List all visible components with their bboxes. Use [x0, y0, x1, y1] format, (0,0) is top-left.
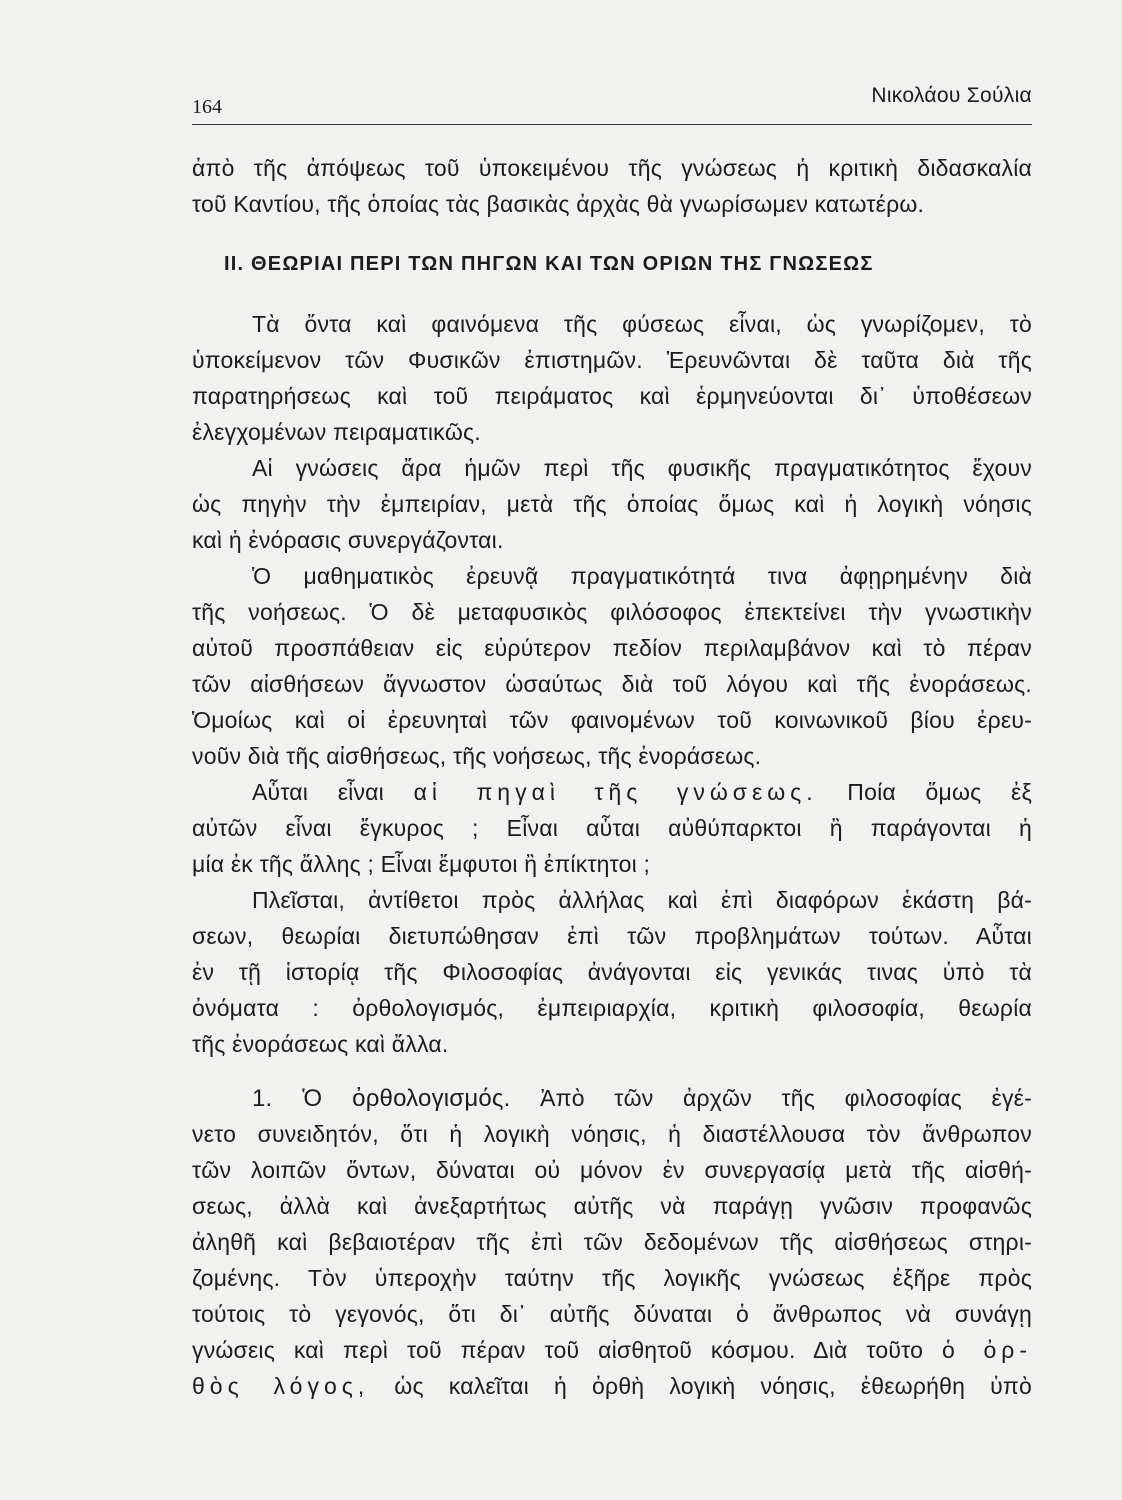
text-line: ἀπὸ τῆς ἀπόψεως τοῦ ὑποκειμένου τῆς γνώσεως ἡ κριτικὴ διδασκαλία — [192, 155, 1032, 181]
text-line: μία ἐκ τῆς ἄλλης ; Εἶναι ἔμφυτοι ἢ ἐπίκτητοι ; — [192, 851, 651, 877]
text-line: τῶν λοιπῶν ὄντων, δύναται οὐ μόνον ἐν συνεργασίᾳ μετὰ τῆς αἰσθή- — [192, 1157, 1032, 1183]
emphasized-text: θὸς λόγος, — [192, 1373, 370, 1399]
text-line: ἀληθῆ καὶ βεβαιοτέραν τῆς ἐπὶ τῶν δεδομένων τῆς αἰσθήσεως στηρι- — [192, 1229, 1032, 1255]
subsection-heading: 1. Ὁ ὀρθολογισμός. — [252, 1085, 511, 1112]
text-line: τῆς νοήσεως. Ὁ δὲ μεταφυσικὸς φιλόσοφος ἐπεκτείνει τὴν γνωστικὴν — [192, 599, 1032, 625]
text-line: τοῦ Καντίου, τῆς ὁποίας τὰς βασικὰς ἀρχὰς θὰ γνωρίσωμεν κατωτέρω. — [192, 191, 925, 217]
emphasized-text: αἱ πηγαὶ τῆς γνώσεως. — [413, 779, 818, 805]
text-line: τῶν αἰσθήσεων ἄγνωστον ὡσαύτως διὰ τοῦ λόγου καὶ τῆς ἐνοράσεως. — [192, 671, 1032, 697]
text-line: καὶ ἡ ἐνόρασις συνεργάζονται. — [192, 527, 504, 553]
text-line: ἐν τῇ ἱστορίᾳ τῆς Φιλοσοφίας ἀνάγονται εἰς γενικάς τινας ὑπὸ τὰ — [192, 959, 1032, 985]
text-line: σεων, θεωρίαι διετυπώθησαν ἐπὶ τῶν προβλημάτων τούτων. Αὗται — [192, 923, 1032, 949]
text-fragment: Ποία ὅμως ἐξ — [847, 779, 1032, 805]
text-line: ὡς πηγὴν τὴν ἐμπειρίαν, μετὰ τῆς ὁποίας ὅμως καὶ ἡ λογικὴ νόησις — [192, 491, 1032, 517]
text-line: Πλεῖσται, ἀντίθετοι πρὸς ἀλλήλας καὶ ἐπὶ διαφόρων ἑκάστη βά- — [252, 887, 1032, 913]
text-line: Ὁμοίως καὶ οἱ ἐρευνηταὶ τῶν φαινομένων τοῦ κοινωνικοῦ βίου ἐρευ- — [192, 707, 1032, 733]
text-line: σεως, ἀλλὰ καὶ ἀνεξαρτήτως αὐτῆς νὰ παράγῃ γνῶσιν προφανῶς — [192, 1193, 1032, 1219]
section-heading: ΙΙ. ΘΕΩΡΙΑΙ ΠΕΡΙ ΤΩΝ ΠΗΓΩΝ ΚΑΙ ΤΩΝ ΟΡΙΩΝ ΤΗΣ ΓΝΩΣΕΩΣ — [224, 253, 874, 275]
text-line: τούτοις τὸ γεγονός, ὅτι δι᾽ αὐτῆς δύναται ὁ ἄνθρωπος νὰ συνάγῃ — [192, 1301, 1032, 1327]
text-line: Τὰ ὄντα καὶ φαινόμενα τῆς φύσεως εἶναι, ὡς γνωρίζομεν, τὸ — [252, 311, 1032, 337]
text-line: ἐλεγχομένων πειραματικῶς. — [192, 419, 481, 445]
text-line: παρατηρήσεως καὶ τοῦ πειράματος καὶ ἑρμηνεύονται δι᾽ ὑποθέσεων — [192, 383, 1032, 409]
text-line — [192, 1368, 1032, 1404]
text-line — [192, 1332, 1032, 1368]
text-line: αὐτοῦ προσπάθειαν εἰς εὐρύτερον πεδίον περιλαμβάνον καὶ τὸ πέραν — [192, 635, 1032, 661]
text-line: Αἱ γνώσεις ἄρα ἡμῶν περὶ τῆς φυσικῆς πραγματικότητος ἔχουν — [252, 455, 1032, 481]
text-fragment: γνώσεις καὶ περὶ τοῦ πέραν τοῦ αἰσθητοῦ κόσμου. Διὰ τοῦτο — [192, 1337, 924, 1363]
text-line — [192, 1080, 1032, 1116]
text-line: ὀνόματα : ὀρθολογισμός, ἐμπειριαρχία, κριτικὴ φιλοσοφία, θεωρία — [192, 995, 1032, 1021]
body-text — [192, 150, 1032, 1404]
text-fragment: Αὗται εἶναι — [252, 779, 384, 805]
text-line: νοῦν διὰ τῆς αἰσθήσεως, τῆς νοήσεως, τῆς ἐνοράσεως. — [192, 743, 762, 769]
text-line: αὐτῶν εἶναι ἔγκυρος ; Εἶναι αὗται αὐθύπαρκτοι ἢ παράγονται ἡ — [192, 815, 1032, 841]
text-line: Ὁ μαθηματικὸς ἐρευνᾷ πραγματικότητά τινα ἀφῃρημένην διὰ — [252, 563, 1032, 589]
text-fragment: Ἀπὸ τῶν ἀρχῶν τῆς φιλοσοφίας ἐγέ- — [540, 1085, 1032, 1111]
text-fragment: ὡς καλεῖται ἡ ὀρθὴ λογικὴ νόησις, ἐθεωρήθη ὑπὸ — [394, 1373, 1032, 1399]
emphasized-text: ὁ ὀρ- — [941, 1337, 1032, 1363]
page-header — [192, 82, 1032, 122]
text-line: ζομένης. Τὸν ὑπεροχὴν ταύτην τῆς λογικῆς γνώσεως ἐξῆρε πρὸς — [192, 1265, 1032, 1291]
text-line: τῆς ἐνοράσεως καὶ ἄλλα. — [192, 1031, 449, 1057]
text-line: ὑποκείμενον τῶν Φυσικῶν ἐπιστημῶν. Ἐρευνῶνται δὲ ταῦτα διὰ τῆς — [192, 347, 1032, 373]
page-number: 164 — [192, 96, 222, 118]
text-line: νετο συνειδητόν, ὅτι ἡ λογικὴ νόησις, ἡ διαστέλλουσα τὸν ἄνθρωπον — [192, 1121, 1032, 1147]
text-line — [192, 774, 1032, 810]
running-head: Νικολάου Σούλια — [871, 84, 1032, 107]
header-rule — [192, 124, 1032, 125]
